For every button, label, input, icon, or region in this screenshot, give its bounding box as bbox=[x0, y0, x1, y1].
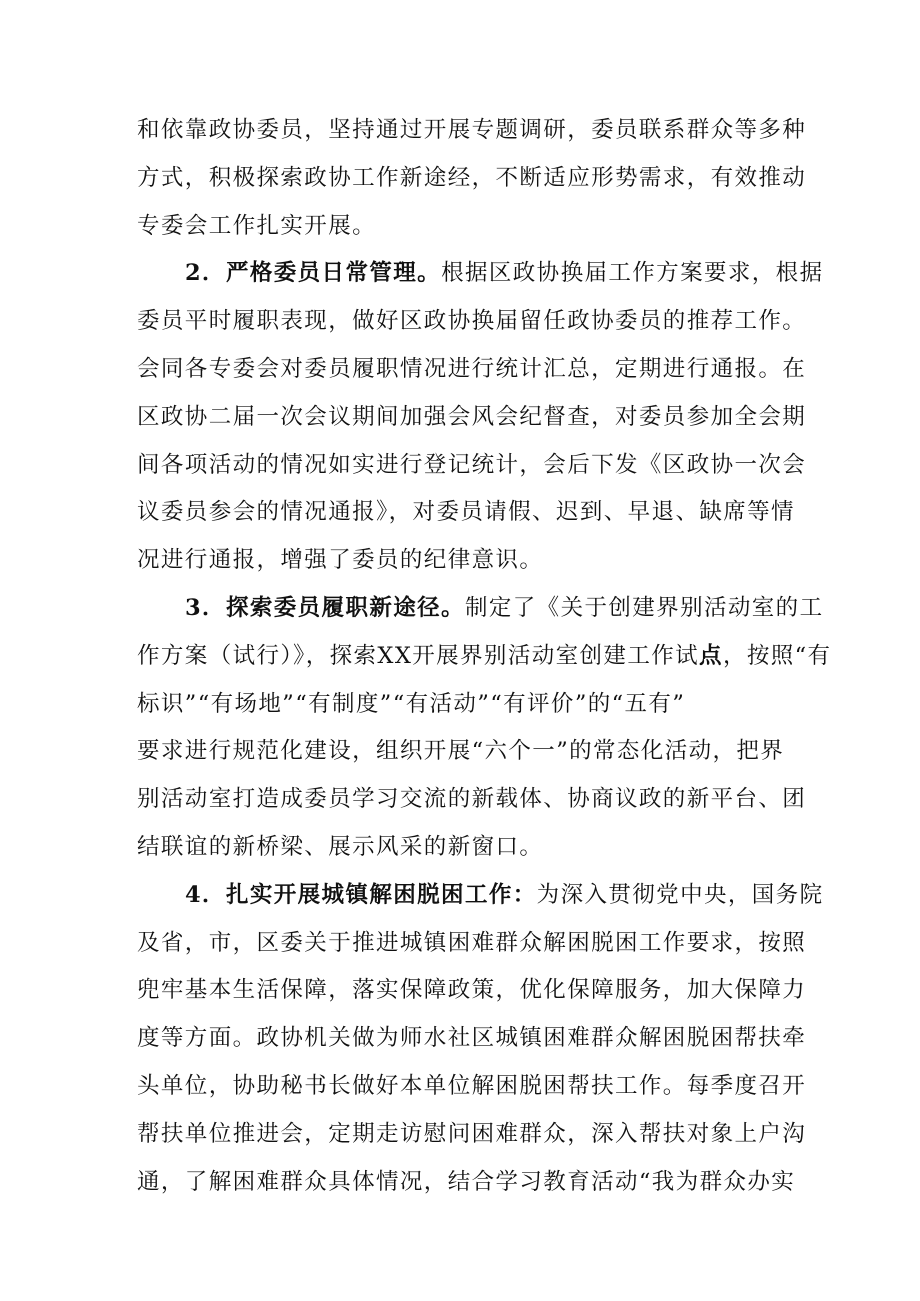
paragraph-first-line bbox=[137, 872, 824, 920]
text-line: 结联谊的新桥梁、展示风采的新窗口。 bbox=[137, 833, 544, 860]
text-run: 根据区政协换届工作方案要求，根据 bbox=[441, 260, 824, 287]
text-line: 议委员参会的情况通报》，对委员请假、迟到、早退、缺席等情 bbox=[137, 499, 795, 526]
document-body bbox=[137, 107, 832, 1206]
text-line: 专委会工作扎实开展。 bbox=[137, 212, 377, 239]
text-line: 及省，市，区委关于推进城镇困难群众解困脱困工作要求，按照 bbox=[137, 929, 807, 956]
text-line: 帮扶单位推进会，定期走访慰问困难群众，深入帮扶对象上户沟 bbox=[137, 1120, 807, 1147]
text-line: 况进行通报，增强了委员的纪律意识。 bbox=[137, 547, 544, 574]
text-line: 和依靠政协委员，坚持通过开展专题调研，委员联系群众等多种 bbox=[137, 117, 807, 143]
text-line: 委员平时履职表现，做好区政协换届留任政协委员的推荐工作。 bbox=[137, 308, 807, 335]
text-line: 区政协二届一次会议期间加强会风会纪督查，对委员参加全会期 bbox=[137, 403, 807, 430]
item-heading: 3．探索委员履职新途径。 bbox=[185, 594, 465, 621]
text-line: 兜牢基本生活保障，落实保障政策，优化保障服务，加大保障力 bbox=[137, 977, 807, 1004]
text-line bbox=[137, 633, 832, 681]
item-heading: 2．严格委员日常管理。 bbox=[185, 260, 442, 287]
text-line: 度等方面。政协机关做为师水社区城镇困难群众解困脱困帮扶牵 bbox=[137, 1025, 807, 1052]
paragraph-continuation bbox=[137, 107, 807, 250]
text-line: 头单位，协助秘书长做好本单位解困脱困帮扶工作。每季度召开 bbox=[137, 1072, 807, 1099]
text-run: 作方案（试行）》，探索XX开展界别活动室创建工作试 bbox=[137, 642, 700, 669]
text-line: 方式，积极探索政协工作新途经，不断适应形势需求，有效推动 bbox=[137, 164, 807, 191]
paragraph-first-line bbox=[137, 585, 824, 633]
item-heading: 4．扎实开展城镇解困脱困工作 bbox=[185, 881, 513, 908]
heading-colon: ： bbox=[512, 881, 537, 908]
text-run: 为深入贯彻党中央，国务院 bbox=[536, 881, 824, 908]
text-line: 间各项活动的情况如实进行登记统计，会后下发《区政协一次会 bbox=[137, 451, 807, 478]
text-line: 要求进行规范化建设，组织开展“六个一”的常态化活动，把界 bbox=[137, 738, 785, 765]
paragraph-first-line bbox=[137, 250, 824, 298]
bold-text-run: 点 bbox=[699, 642, 723, 669]
paragraph-item-4 bbox=[137, 872, 824, 1207]
text-line: 通，了解困难群众具体情况，结合学习教育活动“我为群众办实 bbox=[137, 1168, 796, 1195]
paragraph-item-3 bbox=[137, 585, 832, 872]
paragraph-item-2 bbox=[137, 250, 824, 585]
text-line: 别活动室打造成委员学习交流的新载体、协商议政的新平台、团 bbox=[137, 786, 807, 813]
text-line: 会同各专委会对委员履职情况进行统计汇总，定期进行通报。在 bbox=[137, 355, 807, 382]
text-run: 制定了《关于创建界别活动室的工 bbox=[464, 594, 824, 621]
text-run: ，按照“有 bbox=[722, 642, 832, 669]
text-line: 标识”“有场地”“有制度”“有活动”“有评价”的“五有” bbox=[137, 690, 686, 717]
